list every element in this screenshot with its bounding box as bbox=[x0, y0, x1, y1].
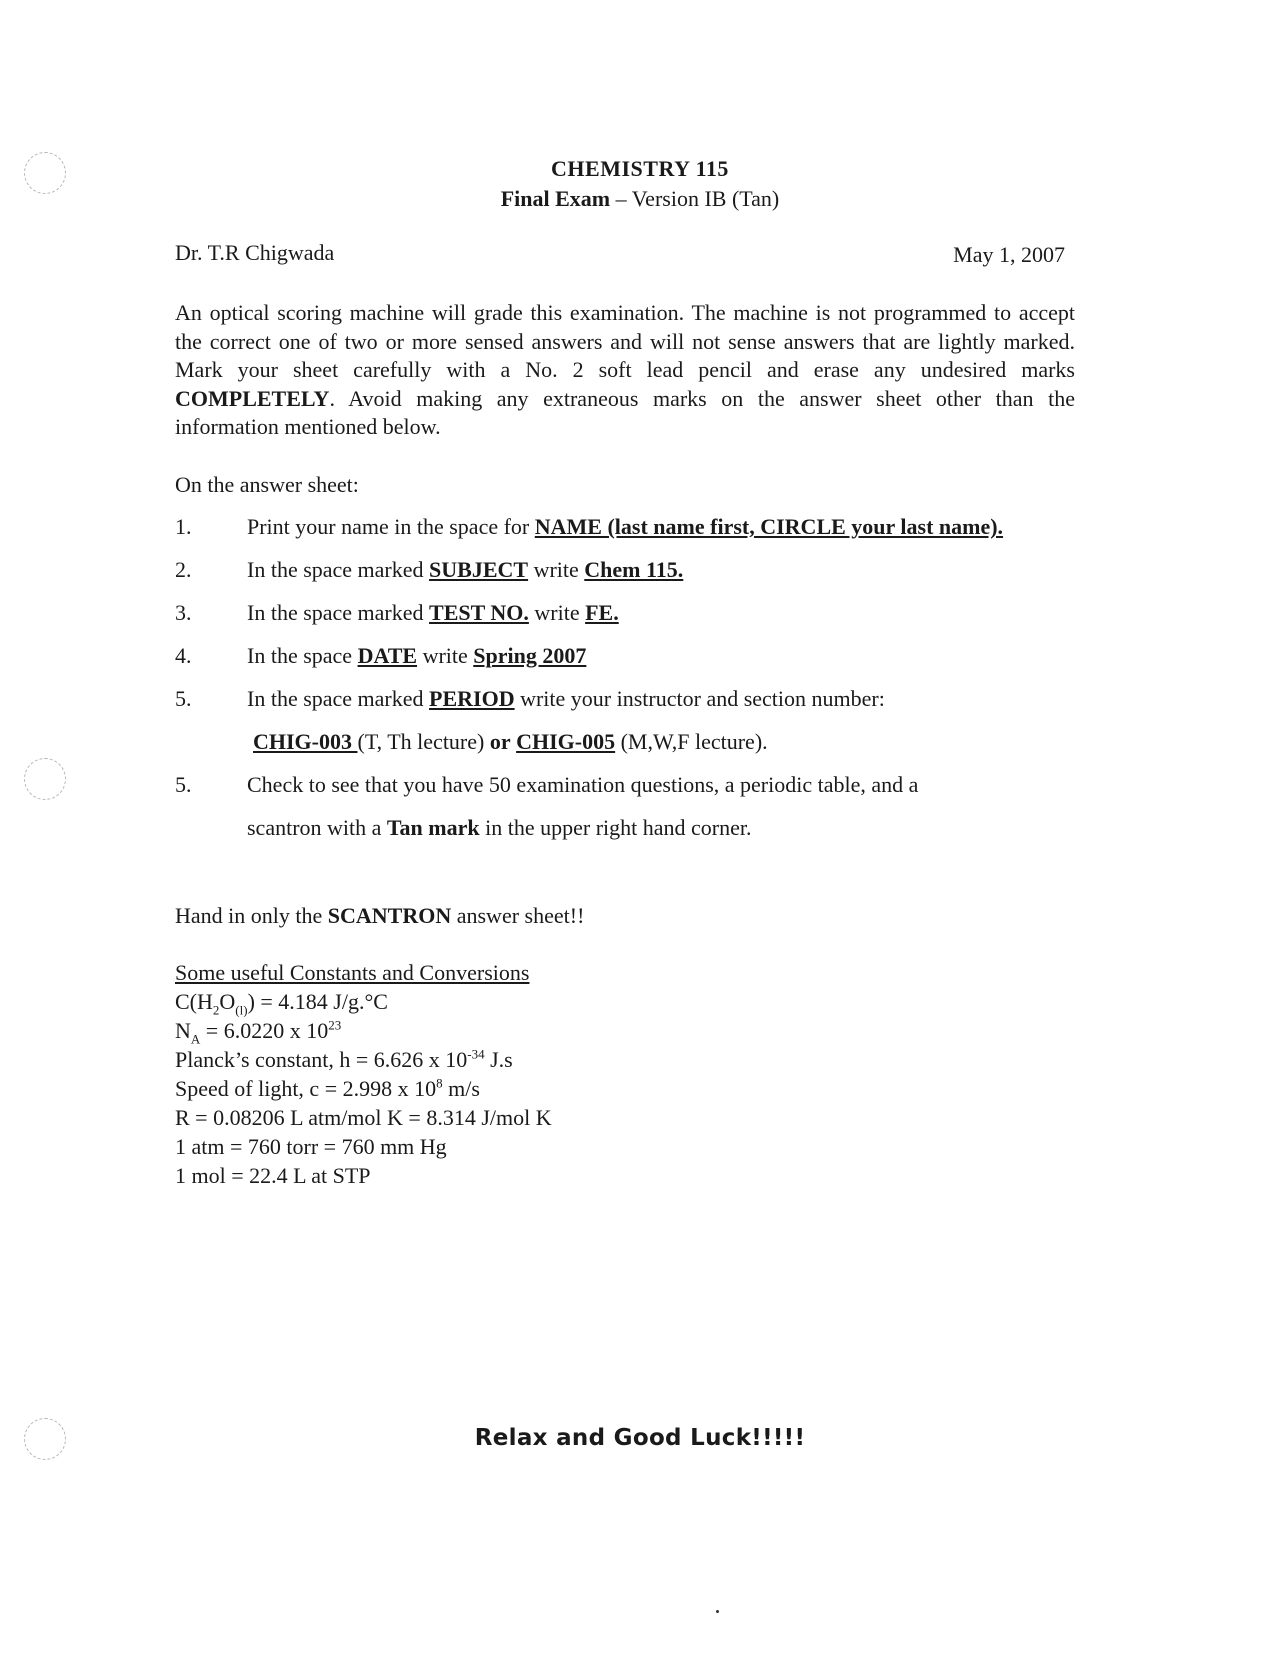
conversion-molar-volume: 1 mol = 22.4 L at STP bbox=[175, 1163, 371, 1188]
constant-planck: Planck’s constant, h = 6.626 x $10^{-34}$ J.s bbox=[175, 1046, 513, 1072]
constant-water-heat: $C(H_2O_{(l)}) = 4.184$ J/g.°C bbox=[175, 989, 388, 1018]
answer-sheet-heading: On the answer sheet: bbox=[175, 472, 359, 497]
constants-heading: Some useful Constants and Conversions bbox=[175, 960, 530, 985]
hand-in-note: Hand in only the SCANTRON answer sheet!! bbox=[175, 903, 585, 928]
scan-speck bbox=[716, 1610, 719, 1613]
constant-speed-of-light: Speed of light, c = 2.998 x $10^8$ m/s bbox=[175, 1075, 480, 1101]
course-title: CHEMISTRY 115 bbox=[551, 156, 729, 181]
punch-hole bbox=[24, 758, 66, 800]
closing-message: Relax and Good Luck!!!!! bbox=[474, 1425, 806, 1451]
conversion-pressure: 1 atm = 760 torr = 760 mm Hg bbox=[175, 1134, 447, 1159]
instructor-name: Dr. T.R Chigwada bbox=[175, 240, 335, 265]
instructions-paragraph: An optical scoring machine will grade this examination. The machine is not programmed to accept the correct one of two or more sensed answers and will not sense answers that are lightly marked. Mark your sheet carefully with a No. 2 soft lead pencil and erase any undesired marks COMPLETELY. Avoid making any extraneous marks on the answer sheet other than the information mentioned below. bbox=[175, 300, 1075, 439]
exam-cover-page: CHEMISTRY 115 Final Exam – Version IB (Tan) Dr. T.R Chigwada May 1, 2007 An optical scoring machine will grade this examination. The machine is not programmed to accept the correct one of two or more sensed answers and will not sense answers that are lightly marked. Mark your sheet carefully with a No. 2 soft lead pencil and erase any undesired marks COMPLETELY. Avoid making any extraneous marks on the answer sheet other than the information mentioned below. On the answer sheet: 1. Print your name in the space for NAME (last name first, CIRCLE your last name). 2. In the space marked SUBJECT write Chem 115. 3. In the space marked TEST NO. write FE. 4. In the space DATE write Spring 2007 5. In the space marked PERIOD write your instructor and section number: CHIG-003 (T, Th lecture) or CHIG-005 (M,W,F lecture). 5. Check to see that you have 50 examination questions, a periodic table, and a scantron with a Tan mark in the upper right hand corner. Hand in only the SCANTRON answer sheet!! Some useful Constants and Conversions $C(H_2O_{(l)}) = 4.184$ J/g.°C $N_A = 6.0220$ x $10^{23}$ Planck’s constant, h = 6.626 x $10^{-34}$ J.s Speed of light, c = 2.998 x $10^8$ m/s R = 0.08206 L atm/mol K = 8.314 J/mol K 1 atm = 760 torr = 760 mm Hg 1 mol = 22.4 L at STP Relax and Good Luck!!!!! bbox=[0, 0, 1280, 1656]
constant-gas: R = 0.08206 L atm/mol K = 8.314 J/mol K bbox=[175, 1105, 552, 1130]
constant-avogadro: $N_A = 6.0220$ x $10^{23}$ bbox=[175, 1017, 342, 1047]
constants-list bbox=[175, 958, 552, 1190]
exam-subtitle: Final Exam – Version IB (Tan) bbox=[500, 186, 780, 211]
exam-date: May 1, 2007 bbox=[953, 242, 1065, 267]
